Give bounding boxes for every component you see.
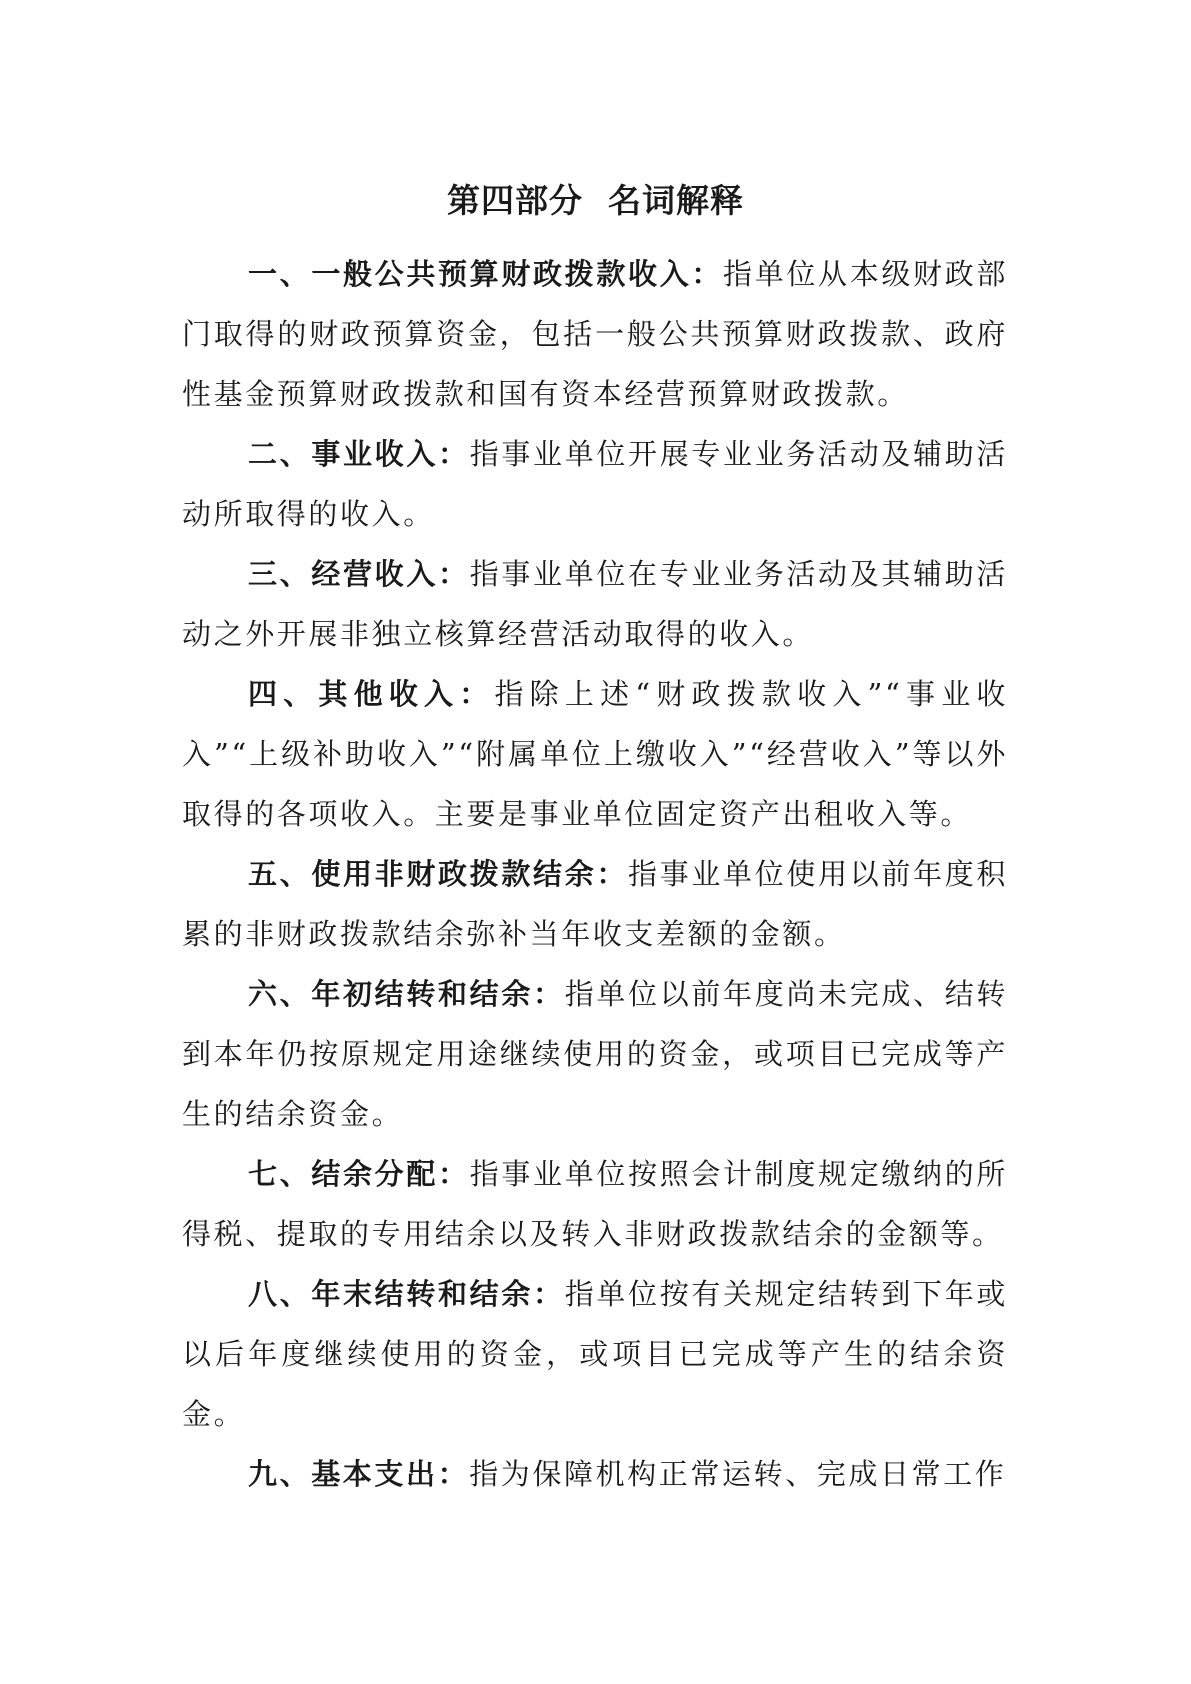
entry-term: 七、结余分配： (248, 1157, 470, 1191)
glossary-entry (182, 844, 1008, 964)
glossary-entry (182, 664, 1008, 844)
glossary-entry (182, 1444, 1008, 1504)
glossary-entry (182, 544, 1008, 664)
entry-term: 三、经营收入： (248, 557, 470, 591)
page-title: 第四部分 名词解释 (447, 181, 744, 220)
entry-definition: 指事业单位在专业业务活动及其辅助活动之外开展非独立核算经营活动取得的收入。 (182, 557, 1008, 651)
glossary-entry (182, 964, 1008, 1144)
entry-term: 九、基本支出： (248, 1457, 470, 1491)
entry-term: 四、其他收入： (248, 677, 495, 711)
entry-definition: 指事业单位开展专业业务活动及辅助活动所取得的收入。 (182, 437, 1008, 531)
glossary-entry (182, 1144, 1008, 1264)
entry-definition: 指事业单位按照会计制度规定缴纳的所得税、提取的专用结余以及转入非财政拨款结余的金额等。 (182, 1157, 1008, 1251)
entry-definition: 指事业单位使用以前年度积累的非财政拨款结余弥补当年收支差额的金额。 (182, 857, 1009, 951)
entry-term: 二、事业收入： (248, 437, 470, 471)
entry-definition: 指为保障机构正常运转、完成日常工作 (469, 1457, 1007, 1491)
entry-definition: 指单位从本级财政部门取得的财政预算资金，包括一般公共预算财政拨款、政府性基金预算财政拨款和国有资本经营预算财政拨款。 (182, 257, 1008, 411)
entry-definition: 指单位按有关规定结转到下年或以后年度继续使用的资金，或项目已完成等产生的结余资金。 (182, 1277, 1008, 1431)
glossary-entry (182, 424, 1008, 544)
entry-term: 八、年末结转和结余： (248, 1277, 565, 1311)
entry-term: 一、一般公共预算财政拨款收入： (248, 257, 724, 291)
entry-term: 六、年初结转和结余： (248, 977, 565, 1011)
glossary-body (182, 244, 1008, 1504)
entry-definition: 指除上述“财政拨款收入”“事业收入”“上级补助收入”“附属单位上缴收入”“经营收入”等以外取得的各项收入。主要是事业单位固定资产出租收入等。 (182, 677, 1009, 831)
glossary-entry (182, 244, 1008, 424)
entry-definition: 指单位以前年度尚未完成、结转到本年仍按原规定用途继续使用的资金，或项目已完成等产生的结余资金。 (182, 977, 1008, 1131)
entry-term: 五、使用非财政拨款结余： (248, 857, 629, 891)
glossary-entry (182, 1264, 1008, 1444)
